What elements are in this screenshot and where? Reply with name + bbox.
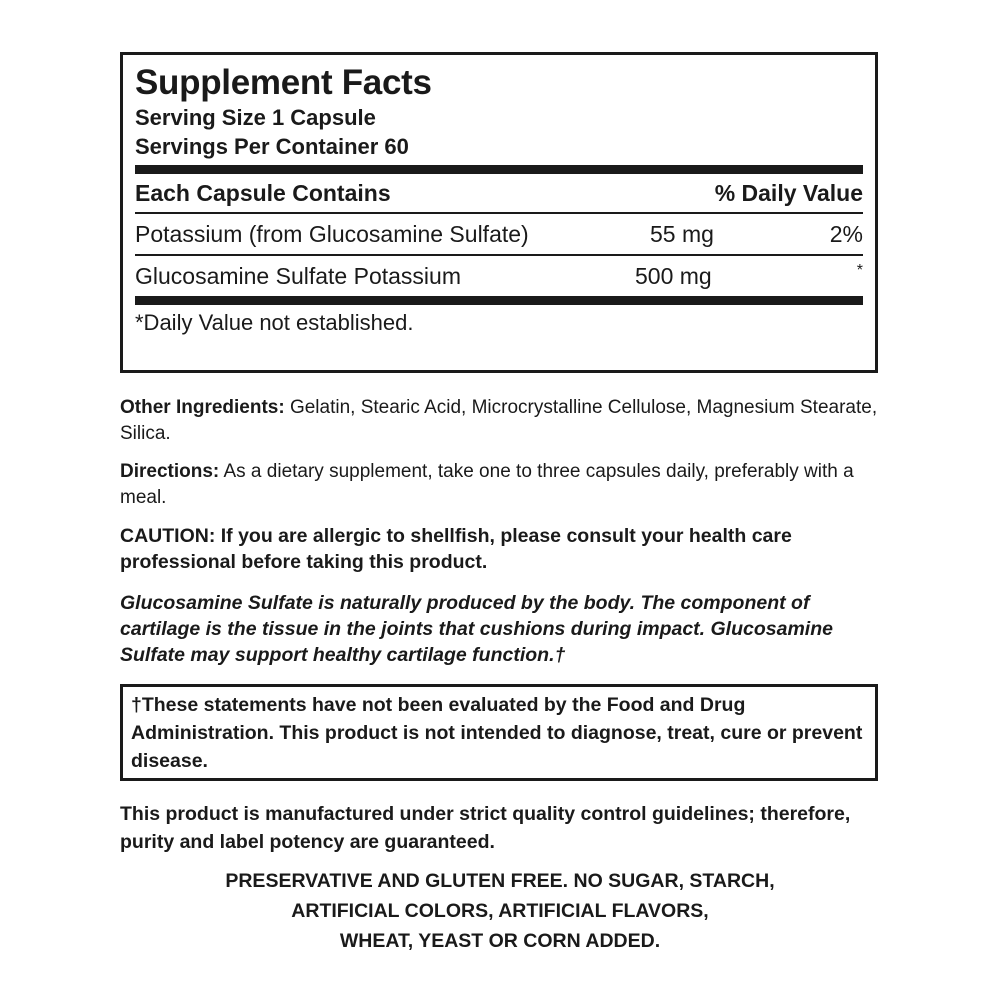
caution-statement: CAUTION: If you are allergic to shellfish, please consult your health care professional before taking this product. [120, 525, 792, 573]
header-daily-value: % Daily Value [714, 180, 863, 206]
free-from-line: WHEAT, YEAST OR CORN ADDED. [339, 930, 661, 952]
facts-title: Supplement Facts [135, 63, 432, 102]
serving-size: Serving Size 1 Capsule [135, 105, 376, 130]
nutrient-row [135, 214, 863, 254]
nutrient-dv: 2% [829, 221, 863, 247]
nutrient-amount: 55 mg [650, 221, 714, 247]
divider-thick [135, 165, 863, 174]
quality-statement: This product is manufactured under strict quality control guidelines; therefore, purity and label potency are guaranteed. [120, 803, 851, 853]
servings-per-container: Servings Per Container 60 [135, 134, 409, 159]
fda-disclaimer: †These statements have not been evaluated by the Food and Drug Administration. This product is not intended to diagnose, treat, cure or prevent disease. [120, 684, 878, 781]
facts-header-row [135, 174, 863, 212]
nutrient-name: Glucosamine Sulfate Potassium [135, 263, 461, 289]
other-ingredients-label: Other Ingredients: [120, 397, 285, 418]
free-from-line: PRESERVATIVE AND GLUTEN FREE. NO SUGAR, STARCH, [225, 870, 775, 892]
facts-footnote: *Daily Value not established. [135, 310, 414, 335]
directions-label: Directions: [120, 461, 220, 482]
nutrient-name: Potassium (from Glucosamine Sulfate) [135, 221, 529, 247]
header-contains: Each Capsule Contains [135, 180, 391, 206]
directions-text: As a dietary supplement, take one to three capsules daily, preferably with a meal. [120, 461, 854, 508]
other-ingredients [120, 395, 890, 447]
nutrient-amount: 500 mg [635, 263, 712, 289]
other-ingredients-text: Gelatin, Stearic Acid, Microcrystalline Cellulose, Magnesium Stearate, Silica. [120, 397, 878, 444]
supplement-facts-panel [120, 52, 878, 373]
nutrient-row [135, 256, 863, 296]
free-from-line: ARTIFICIAL COLORS, ARTIFICIAL FLAVORS, [291, 900, 709, 922]
directions [120, 459, 890, 511]
benefit-statement: Glucosamine Sulfate is naturally produced by the body. The component of cartilage is the tissue in the joints that cushions during impact. Glucosamine Sulfate may support healthy cartilage function.† [120, 592, 833, 666]
divider-thick [135, 296, 863, 305]
free-from-statement [120, 866, 880, 956]
nutrient-dv: * [856, 262, 863, 279]
